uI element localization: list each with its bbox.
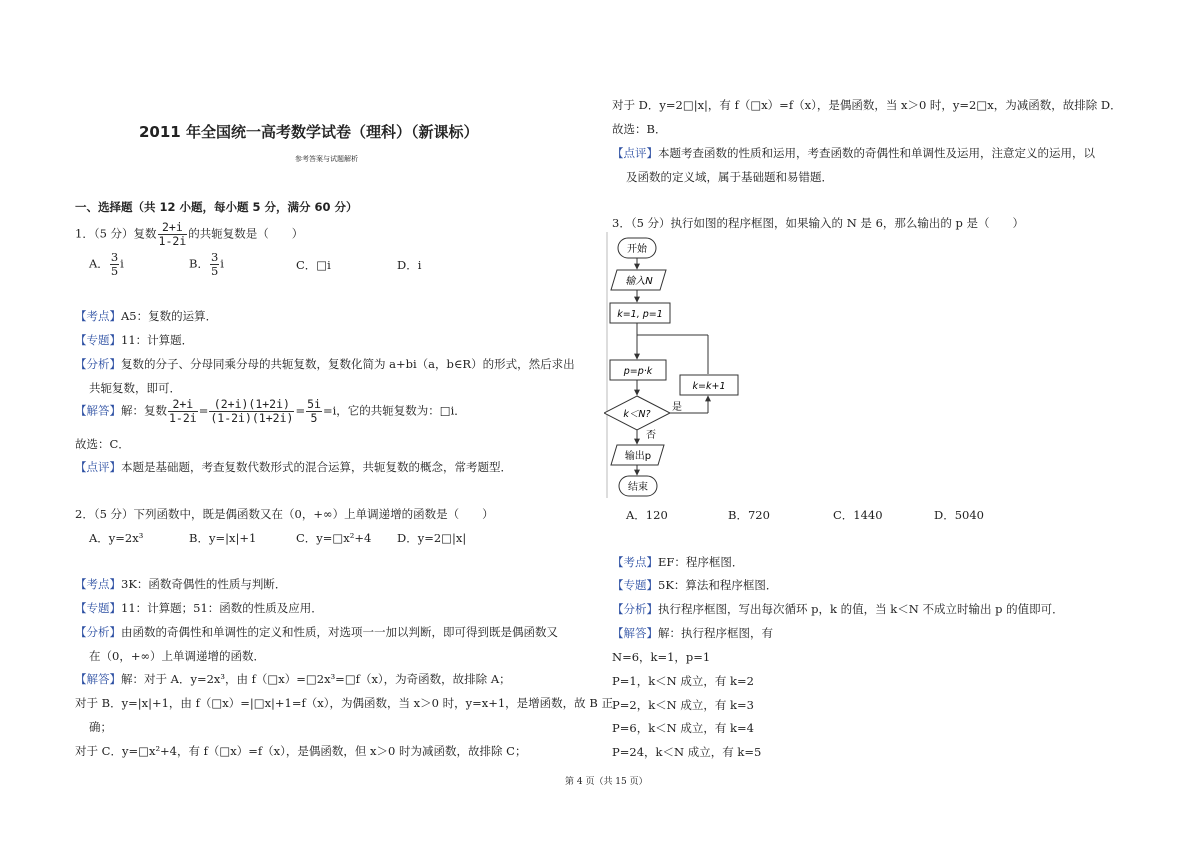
flow-no-label: 否 (646, 430, 656, 441)
q2-jieda-c: 对于 C．y=□x²+4，有 f（□x）=f（x），是偶函数，但 x＞0 时为减函数，故排除 C； (75, 744, 527, 758)
q1-option-d: D．i (397, 258, 422, 272)
q3-step: P=6，k＜N 成立，有 k=4 (612, 721, 754, 735)
page-title: 2011 年全国统一高考数学试卷（理科）（新课标） (139, 123, 479, 141)
q1-option-b: B． $\frac{3}{5}$ i (189, 250, 224, 278)
flow-input-label: 输入N (625, 276, 653, 287)
flow-assign-label: p=p·k (623, 366, 653, 377)
q3-fenxi: 【分析】执行程序框图，写出每次循环 p，k 的值，当 k＜N 不成立时输出 p 的值即可． (612, 602, 1064, 616)
q2-kaodian: 【考点】3K：函数奇偶性的性质与判断． (75, 577, 287, 591)
q2-stem: 2．（5 分）下列函数中，既是偶函数又在（0，+∞）上单调递增的函数是（ ） (75, 507, 494, 521)
flow-end-label: 结束 (628, 482, 648, 493)
q2-fenxi-cont: 在（0，+∞）上单调递增的函数． (89, 649, 266, 663)
flow-output-label: 输出p (624, 451, 652, 462)
q1-dianping: 【点评】本题是基础题，考查复数代数形式的混合运算，共轭复数的概念，常考题型． (75, 460, 512, 474)
q2-option-b: B．y=|x|+1 (189, 531, 257, 545)
q2-answer: 故选：B． (612, 122, 667, 136)
page-subtitle: 参考答案与试题解析 (295, 155, 358, 163)
q3-option-d: D．5040 (934, 508, 984, 522)
q2-zhuanti: 【专题】11：计算题；51：函数的性质及应用． (75, 601, 323, 615)
q2-dianping-cont: 及函数的定义域，属于基础题和易错题． (626, 170, 833, 184)
q2-jieda-b: 对于 B．y=|x|+1，由 f（□x）=|□x|+1=f（x），为偶函数，当 x＞0 时，y=x+1，是增函数，故 B 正 (75, 696, 613, 710)
q2-dianping: 【点评】本题考查函数的性质和运用，考查函数的奇偶性和单调性及运用，注意定义的运用，以 (612, 146, 1095, 160)
flow-yes-label: 是 (672, 402, 682, 413)
q3-option-b: B．720 (728, 508, 770, 522)
q1-jieda: 【解答】解：复数 $\frac{2+i}{1-2i}$ = $\frac{(2+i)(1+2i)}{(1-2i)(1+2i)}$ = $\frac{5i}{5}$ =i，它的共轭复数为：□i． (75, 397, 466, 425)
q3-option-c: C．1440 (833, 508, 883, 522)
q3-step: P=1，k＜N 成立，有 k=2 (612, 674, 754, 688)
q1-kaodian: 【考点】A5：复数的运算． (75, 309, 218, 323)
section-heading: 一、选择题（共 12 小题，每小题 5 分，满分 60 分） (75, 200, 358, 214)
q3-step: P=24，k＜N 成立，有 k=5 (612, 745, 762, 759)
q3-jieda: 【解答】解：执行程序框图，有 (612, 626, 773, 640)
q3-step: P=2，k＜N 成立，有 k=3 (612, 698, 754, 712)
q3-zhuanti: 【专题】5K：算法和程序框图． (612, 578, 778, 592)
q3-stem: 3．（5 分）执行如图的程序框图，如果输入的 N 是 6，那么输出的 p 是（ ） (612, 216, 1025, 230)
q2-fenxi: 【分析】由函数的奇偶性和单调性的定义和性质，对选项一一加以判断，即可得到既是偶函数又 (75, 625, 558, 639)
q3-step: N=6，k=1，p=1 (612, 650, 711, 664)
flow-inc-label: k=k+1 (692, 381, 726, 392)
q1-answer: 故选：C． (75, 437, 130, 451)
flow-init-label: k=1, p=1 (617, 309, 663, 320)
flow-cond-label: k＜N? (623, 409, 651, 420)
q2-jieda-d: 对于 D．y=2□|x|，有 f（□x）=f（x），是偶函数，当 x＞0 时，y=2□x，为减函数，故排除 D． (612, 98, 1122, 112)
q1-stem: 1．（5 分）复数 $\frac{2+i}{1-2i}$ 的共轭复数是（ ） (75, 220, 304, 248)
q1-fenxi-cont: 共轭复数，即可． (89, 381, 181, 395)
page-number: 第 4 页（共 15 页） (565, 777, 648, 787)
q2-jieda: 【解答】解：对于 A．y=2x³，由 f（□x）=□2x³=□f（x），为奇函数，故排除 A； (75, 672, 511, 686)
q2-option-d: D．y=2□|x| (397, 531, 467, 545)
q3-kaodian: 【考点】EF：程序框图． (612, 555, 744, 569)
q2-option-a: A．y=2x³ (89, 531, 144, 545)
q3-option-a: A．120 (626, 508, 668, 522)
q1-fraction: $\frac{2+i}{1-2i}$ (158, 220, 187, 248)
q2-jieda-b-cont: 确； (89, 720, 112, 734)
q1-option-a: A． $\frac{3}{5}$ i (89, 250, 124, 278)
q1-option-c: C．□i (296, 258, 331, 272)
flowchart (604, 232, 744, 500)
flow-start-label: 开始 (627, 244, 647, 255)
q1-zhuanti: 【专题】11：计算题． (75, 333, 194, 347)
q2-option-c: C．y=□x²+4 (296, 531, 372, 545)
q1-fenxi: 【分析】复数的分子、分母同乘分母的共轭复数，复数化简为 a+bi（a，b∈R）的形式，然后求出 (75, 357, 575, 371)
